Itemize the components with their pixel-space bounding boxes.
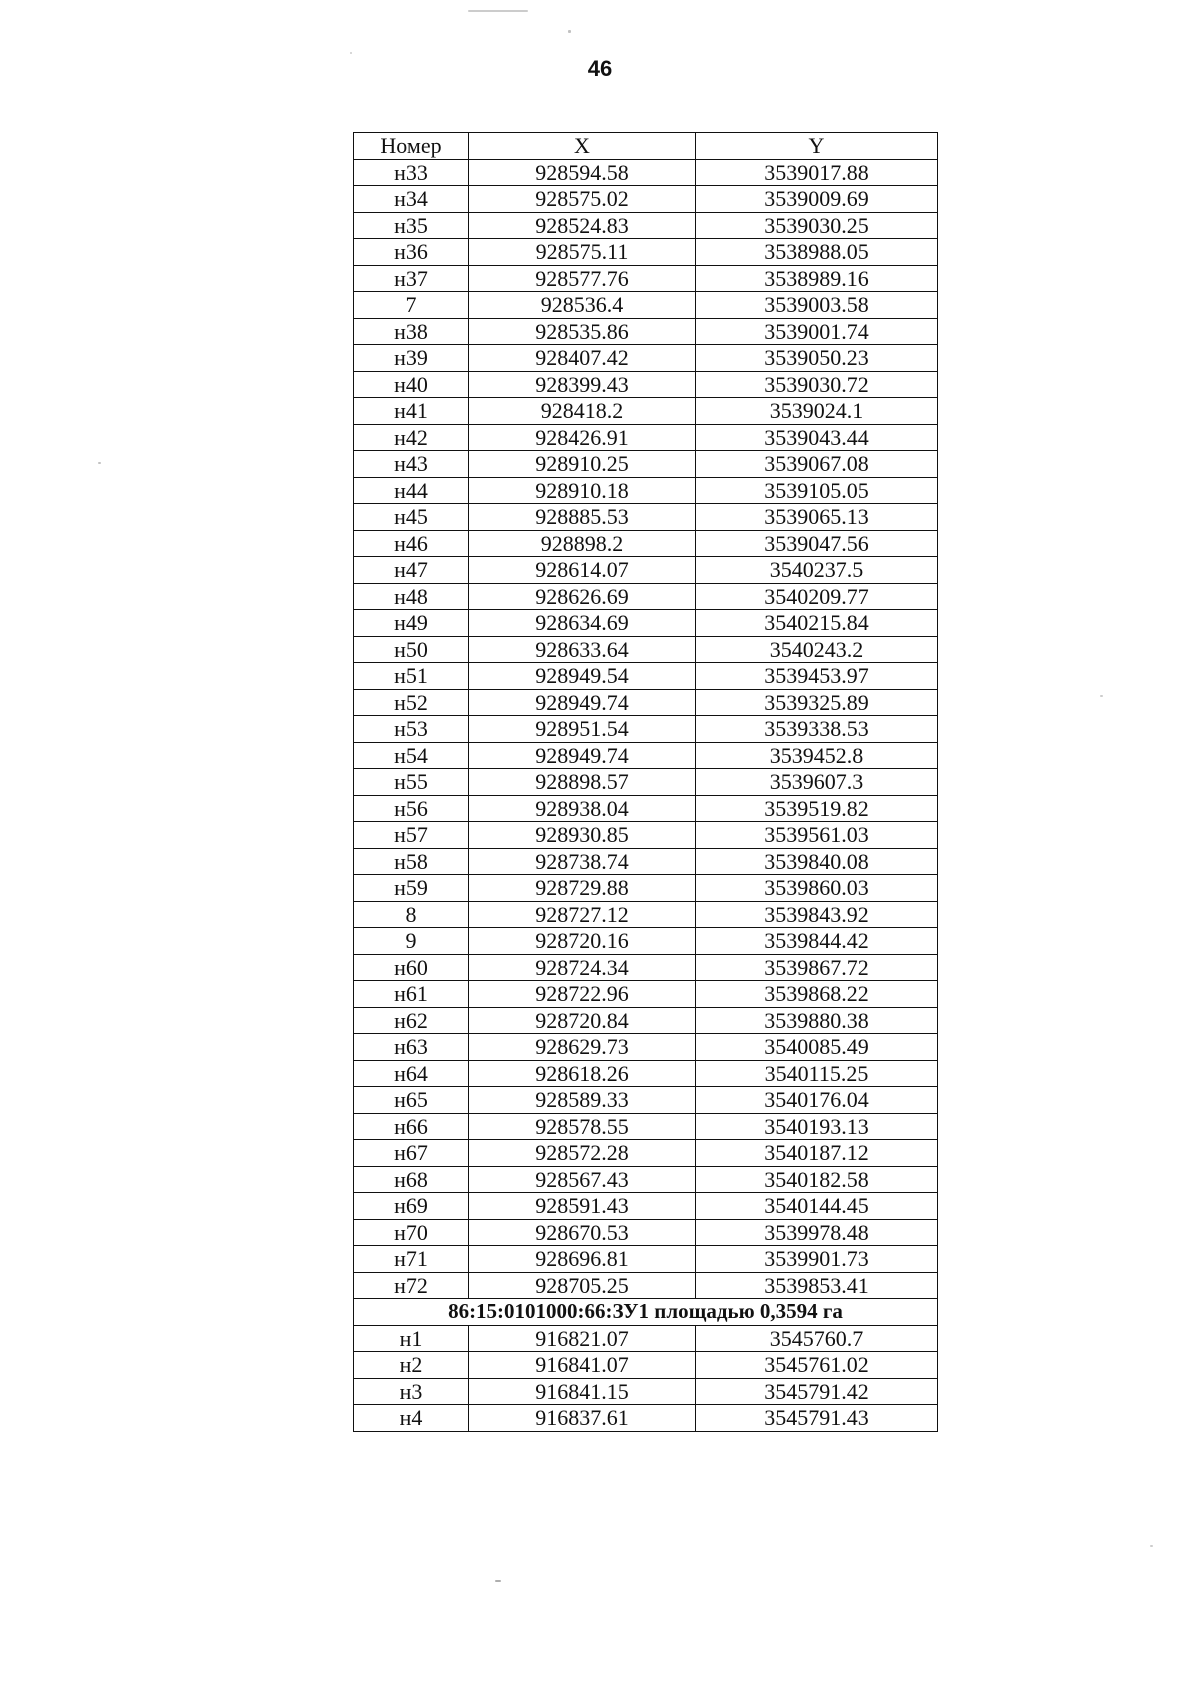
x-coordinate-cell: 928594.58	[469, 159, 696, 186]
table-row	[354, 583, 938, 610]
x-coordinate-cell: 928578.55	[469, 1113, 696, 1140]
y-coordinate-cell: 3539338.53	[696, 716, 938, 743]
header-y: Y	[696, 133, 938, 160]
table-row	[354, 1034, 938, 1061]
table-row	[354, 822, 938, 849]
x-coordinate-cell: 928572.28	[469, 1140, 696, 1167]
point-number-cell: н43	[354, 451, 469, 478]
point-number-cell: н71	[354, 1246, 469, 1273]
table-row	[354, 875, 938, 902]
x-coordinate-cell: 916821.07	[469, 1325, 696, 1352]
point-number-cell: н60	[354, 954, 469, 981]
point-number-cell: н56	[354, 795, 469, 822]
y-coordinate-cell: 3539009.69	[696, 186, 938, 213]
point-number-cell: н64	[354, 1060, 469, 1087]
y-coordinate-cell: 3539868.22	[696, 981, 938, 1008]
y-coordinate-cell: 3539325.89	[696, 689, 938, 716]
point-number-cell: н46	[354, 530, 469, 557]
x-coordinate-cell: 928575.02	[469, 186, 696, 213]
point-number-cell: н50	[354, 636, 469, 663]
y-coordinate-cell: 3539024.1	[696, 398, 938, 425]
x-coordinate-cell: 928524.83	[469, 212, 696, 239]
table-row	[354, 663, 938, 690]
section-table-row	[354, 1378, 938, 1405]
x-coordinate-cell: 928720.84	[469, 1007, 696, 1034]
table-row	[354, 1272, 938, 1299]
point-number-cell: н36	[354, 239, 469, 266]
table-row	[354, 981, 938, 1008]
y-coordinate-cell: 3540115.25	[696, 1060, 938, 1087]
y-coordinate-cell: 3539519.82	[696, 795, 938, 822]
x-coordinate-cell: 928634.69	[469, 610, 696, 637]
scan-speck	[1100, 695, 1103, 697]
table-row	[354, 1166, 938, 1193]
y-coordinate-cell: 3538989.16	[696, 265, 938, 292]
y-coordinate-cell: 3539065.13	[696, 504, 938, 531]
point-number-cell: н4	[354, 1405, 469, 1432]
y-coordinate-cell: 3540187.12	[696, 1140, 938, 1167]
y-coordinate-cell: 3540237.5	[696, 557, 938, 584]
y-coordinate-cell: 3545761.02	[696, 1352, 938, 1379]
table-row	[354, 477, 938, 504]
point-number-cell: н69	[354, 1193, 469, 1220]
x-coordinate-cell: 928898.2	[469, 530, 696, 557]
scan-speck	[468, 10, 528, 12]
table-row	[354, 186, 938, 213]
point-number-cell: н47	[354, 557, 469, 584]
x-coordinate-cell: 928724.34	[469, 954, 696, 981]
point-number-cell: н45	[354, 504, 469, 531]
x-coordinate-cell: 928536.4	[469, 292, 696, 319]
point-number-cell: н57	[354, 822, 469, 849]
table-row	[354, 901, 938, 928]
y-coordinate-cell: 3540215.84	[696, 610, 938, 637]
x-coordinate-cell: 928720.16	[469, 928, 696, 955]
y-coordinate-cell: 3545760.7	[696, 1325, 938, 1352]
table-row	[354, 239, 938, 266]
point-number-cell: 7	[354, 292, 469, 319]
point-number-cell: н68	[354, 1166, 469, 1193]
point-number-cell: н37	[354, 265, 469, 292]
x-coordinate-cell: 928696.81	[469, 1246, 696, 1273]
x-coordinate-cell: 928589.33	[469, 1087, 696, 1114]
point-number-cell: н34	[354, 186, 469, 213]
point-number-cell: н42	[354, 424, 469, 451]
x-coordinate-cell: 928670.53	[469, 1219, 696, 1246]
table-row	[354, 212, 938, 239]
y-coordinate-cell: 3540085.49	[696, 1034, 938, 1061]
table-row	[354, 398, 938, 425]
table-header-row	[354, 133, 938, 160]
point-number-cell: н3	[354, 1378, 469, 1405]
point-number-cell: н49	[354, 610, 469, 637]
y-coordinate-cell: 3539901.73	[696, 1246, 938, 1273]
y-coordinate-cell: 3540243.2	[696, 636, 938, 663]
x-coordinate-cell: 928418.2	[469, 398, 696, 425]
point-number-cell: н53	[354, 716, 469, 743]
table-row	[354, 265, 938, 292]
section-table-row	[354, 1325, 938, 1352]
point-number-cell: н63	[354, 1034, 469, 1061]
y-coordinate-cell: 3540182.58	[696, 1166, 938, 1193]
y-coordinate-cell: 3539047.56	[696, 530, 938, 557]
table-row	[354, 1246, 938, 1273]
section-table-row	[354, 1352, 938, 1379]
y-coordinate-cell: 3539561.03	[696, 822, 938, 849]
table-row	[354, 1060, 938, 1087]
y-coordinate-cell: 3539003.58	[696, 292, 938, 319]
section-title-row	[354, 1299, 938, 1326]
point-number-cell: н2	[354, 1352, 469, 1379]
x-coordinate-cell: 928930.85	[469, 822, 696, 849]
table-row	[354, 1140, 938, 1167]
x-coordinate-cell: 928626.69	[469, 583, 696, 610]
x-coordinate-cell: 928591.43	[469, 1193, 696, 1220]
table-row	[354, 530, 938, 557]
table-row	[354, 1087, 938, 1114]
point-number-cell: 9	[354, 928, 469, 955]
y-coordinate-cell: 3539880.38	[696, 1007, 938, 1034]
x-coordinate-cell: 916841.07	[469, 1352, 696, 1379]
x-coordinate-cell: 928535.86	[469, 318, 696, 345]
x-coordinate-cell: 928910.18	[469, 477, 696, 504]
y-coordinate-cell: 3539607.3	[696, 769, 938, 796]
x-coordinate-cell: 928705.25	[469, 1272, 696, 1299]
y-coordinate-cell: 3539860.03	[696, 875, 938, 902]
table-row	[354, 159, 938, 186]
x-coordinate-cell: 928951.54	[469, 716, 696, 743]
table-row	[354, 318, 938, 345]
table-row	[354, 451, 938, 478]
y-coordinate-cell: 3538988.05	[696, 239, 938, 266]
table-row	[354, 769, 938, 796]
table-row	[354, 1219, 938, 1246]
point-number-cell: н52	[354, 689, 469, 716]
y-coordinate-cell: 3539843.92	[696, 901, 938, 928]
table-row	[354, 345, 938, 372]
x-coordinate-cell: 928407.42	[469, 345, 696, 372]
point-number-cell: 8	[354, 901, 469, 928]
point-number-cell: н65	[354, 1087, 469, 1114]
scan-speck	[98, 462, 101, 464]
y-coordinate-cell: 3539867.72	[696, 954, 938, 981]
scan-speck	[568, 30, 571, 33]
table-row	[354, 742, 938, 769]
point-number-cell: н58	[354, 848, 469, 875]
table-row	[354, 848, 938, 875]
x-coordinate-cell: 928910.25	[469, 451, 696, 478]
x-coordinate-cell: 928399.43	[469, 371, 696, 398]
point-number-cell: н39	[354, 345, 469, 372]
y-coordinate-cell: 3539452.8	[696, 742, 938, 769]
point-number-cell: н66	[354, 1113, 469, 1140]
x-coordinate-cell: 928885.53	[469, 504, 696, 531]
table-row	[354, 1193, 938, 1220]
page-number: 46	[587, 56, 613, 81]
y-coordinate-cell: 3539105.05	[696, 477, 938, 504]
table-row	[354, 1007, 938, 1034]
y-coordinate-cell: 3545791.42	[696, 1378, 938, 1405]
point-number-cell: н1	[354, 1325, 469, 1352]
point-number-cell: н44	[354, 477, 469, 504]
x-coordinate-cell: 928629.73	[469, 1034, 696, 1061]
y-coordinate-cell: 3539067.08	[696, 451, 938, 478]
table-row	[354, 557, 938, 584]
x-coordinate-cell: 928898.57	[469, 769, 696, 796]
x-coordinate-cell: 928722.96	[469, 981, 696, 1008]
y-coordinate-cell: 3539844.42	[696, 928, 938, 955]
section-table-row	[354, 1405, 938, 1432]
x-coordinate-cell: 928618.26	[469, 1060, 696, 1087]
y-coordinate-cell: 3539030.25	[696, 212, 938, 239]
table-row	[354, 424, 938, 451]
y-coordinate-cell: 3539853.41	[696, 1272, 938, 1299]
point-number-cell: н70	[354, 1219, 469, 1246]
y-coordinate-cell: 3539840.08	[696, 848, 938, 875]
y-coordinate-cell: 3539050.23	[696, 345, 938, 372]
table-row	[354, 716, 938, 743]
table-row	[354, 928, 938, 955]
scan-speck	[495, 1580, 501, 1582]
x-coordinate-cell: 928633.64	[469, 636, 696, 663]
table-row	[354, 371, 938, 398]
coordinates-table	[353, 132, 938, 1432]
point-number-cell: н59	[354, 875, 469, 902]
point-number-cell: н33	[354, 159, 469, 186]
table-row	[354, 1113, 938, 1140]
y-coordinate-cell: 3540209.77	[696, 583, 938, 610]
x-coordinate-cell: 928949.54	[469, 663, 696, 690]
table-row	[354, 636, 938, 663]
y-coordinate-cell: 3545791.43	[696, 1405, 938, 1432]
point-number-cell: н72	[354, 1272, 469, 1299]
x-coordinate-cell: 916837.61	[469, 1405, 696, 1432]
point-number-cell: н51	[354, 663, 469, 690]
y-coordinate-cell: 3540144.45	[696, 1193, 938, 1220]
point-number-cell: н48	[354, 583, 469, 610]
header-number: Номер	[354, 133, 469, 160]
y-coordinate-cell: 3539030.72	[696, 371, 938, 398]
point-number-cell: н67	[354, 1140, 469, 1167]
table-row	[354, 954, 938, 981]
point-number-cell: н41	[354, 398, 469, 425]
x-coordinate-cell: 928938.04	[469, 795, 696, 822]
table-row	[354, 795, 938, 822]
scan-speck	[1150, 1545, 1153, 1547]
x-coordinate-cell: 916841.15	[469, 1378, 696, 1405]
point-number-cell: н62	[354, 1007, 469, 1034]
x-coordinate-cell: 928426.91	[469, 424, 696, 451]
table-row	[354, 292, 938, 319]
table-row	[354, 610, 938, 637]
x-coordinate-cell: 928949.74	[469, 689, 696, 716]
y-coordinate-cell: 3539017.88	[696, 159, 938, 186]
y-coordinate-cell: 3540193.13	[696, 1113, 938, 1140]
scan-speck	[350, 52, 352, 54]
x-coordinate-cell: 928729.88	[469, 875, 696, 902]
y-coordinate-cell: 3539043.44	[696, 424, 938, 451]
point-number-cell: н40	[354, 371, 469, 398]
x-coordinate-cell: 928577.76	[469, 265, 696, 292]
y-coordinate-cell: 3539001.74	[696, 318, 938, 345]
x-coordinate-cell: 928738.74	[469, 848, 696, 875]
table-body	[354, 159, 938, 1431]
header-x: X	[469, 133, 696, 160]
table-row	[354, 689, 938, 716]
y-coordinate-cell: 3540176.04	[696, 1087, 938, 1114]
y-coordinate-cell: 3539978.48	[696, 1219, 938, 1246]
x-coordinate-cell: 928727.12	[469, 901, 696, 928]
x-coordinate-cell: 928949.74	[469, 742, 696, 769]
x-coordinate-cell: 928614.07	[469, 557, 696, 584]
point-number-cell: н54	[354, 742, 469, 769]
point-number-cell: н55	[354, 769, 469, 796]
x-coordinate-cell: 928567.43	[469, 1166, 696, 1193]
point-number-cell: н35	[354, 212, 469, 239]
section-title: 86:15:0101000:66:ЗУ1 площадью 0,3594 га	[354, 1299, 938, 1326]
x-coordinate-cell: 928575.11	[469, 239, 696, 266]
point-number-cell: н38	[354, 318, 469, 345]
table-row	[354, 504, 938, 531]
point-number-cell: н61	[354, 981, 469, 1008]
y-coordinate-cell: 3539453.97	[696, 663, 938, 690]
